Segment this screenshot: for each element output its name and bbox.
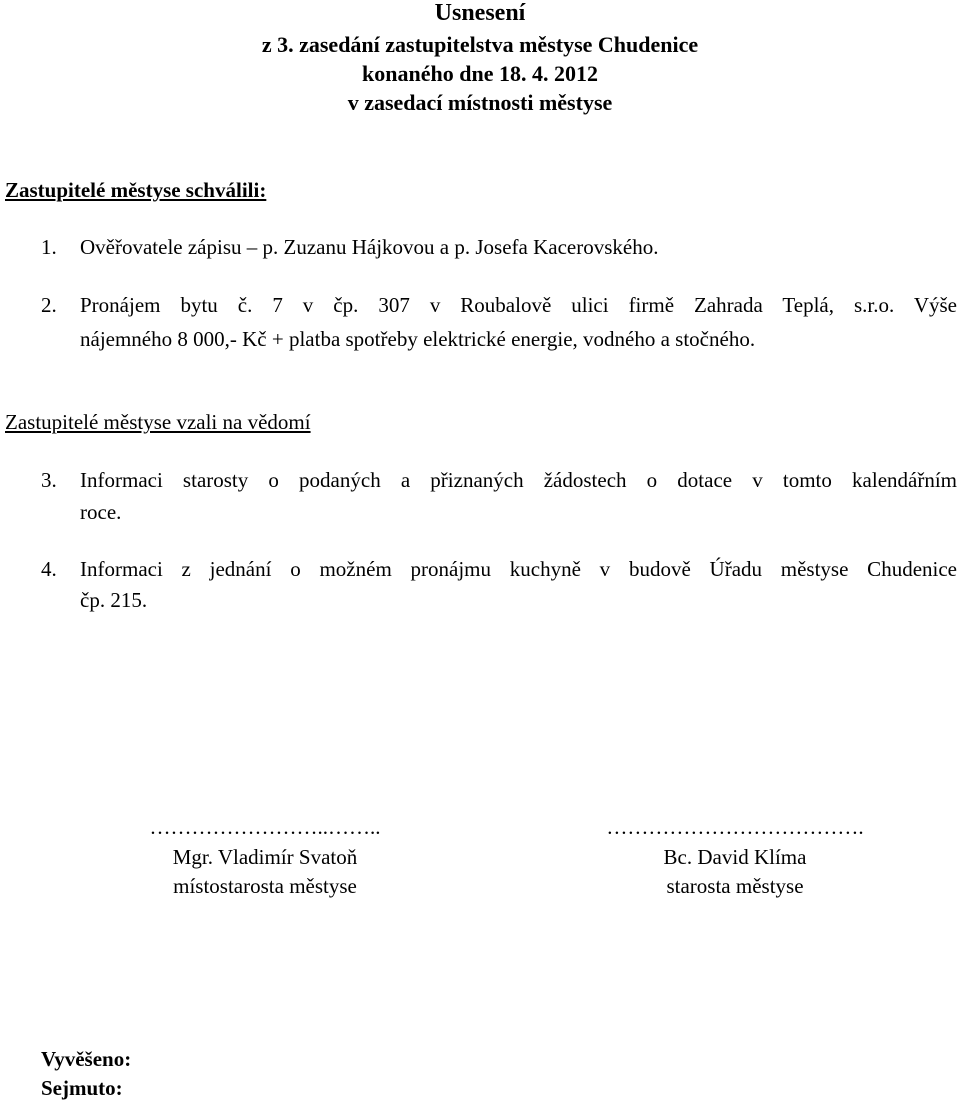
removed-label: Sejmuto: bbox=[41, 1076, 123, 1100]
signature-role-deputy: místostarosta městyse bbox=[173, 874, 357, 898]
item-number-3: 3. bbox=[41, 468, 57, 492]
item-number-4: 4. bbox=[41, 557, 57, 581]
noted-heading: Zastupitelé městyse vzali na vědomí bbox=[5, 410, 311, 434]
item-text-2-line2: nájemného 8 000,- Kč + platba spotřeby elektrické energie, vodného a stočného. bbox=[80, 327, 756, 351]
item-text-2-line1: Pronájem bytu č. 7 v čp. 307 v Roubalově ulici firmě Zahrada Teplá, s.r.o. Výše bbox=[80, 293, 957, 317]
document-title: Usnesení bbox=[434, 0, 526, 26]
header-date-line: konaného dne 18. 4. 2012 bbox=[362, 61, 598, 86]
approved-heading: Zastupitelé městyse schválili: bbox=[5, 178, 267, 202]
signature-role-mayor: starosta městyse bbox=[666, 874, 804, 898]
signature-line-deputy: ……………………..…….. bbox=[149, 815, 381, 839]
posted-label: Vyvěšeno: bbox=[41, 1047, 132, 1071]
item-text-1: Ověřovatele zápisu – p. Zuzanu Hájkovou a p. Josefa Kacerovského. bbox=[80, 235, 659, 259]
item-number-2: 2. bbox=[41, 293, 57, 317]
signature-name-deputy: Mgr. Vladimír Svatoň bbox=[172, 845, 358, 869]
item-text-3-line2: roce. bbox=[80, 500, 122, 524]
signature-name-mayor: Bc. David Klíma bbox=[663, 845, 807, 869]
item-text-4-line1: Informaci z jednání o možném pronájmu kuchyně v budově Úřadu městyse Chudenice bbox=[80, 557, 957, 581]
signature-line-mayor: ………………………………. bbox=[606, 815, 864, 839]
header-place-line: v zasedací místnosti městyse bbox=[347, 90, 613, 115]
header-session-line: z 3. zasedání zastupitelstva městyse Chudenice bbox=[261, 32, 699, 57]
item-text-4-line2: čp. 215. bbox=[80, 588, 148, 612]
item-number-1: 1. bbox=[41, 235, 57, 259]
item-text-3-line1: Informaci starosty o podaných a přiznaných žádostech o dotace v tomto kalendářním bbox=[80, 468, 957, 492]
